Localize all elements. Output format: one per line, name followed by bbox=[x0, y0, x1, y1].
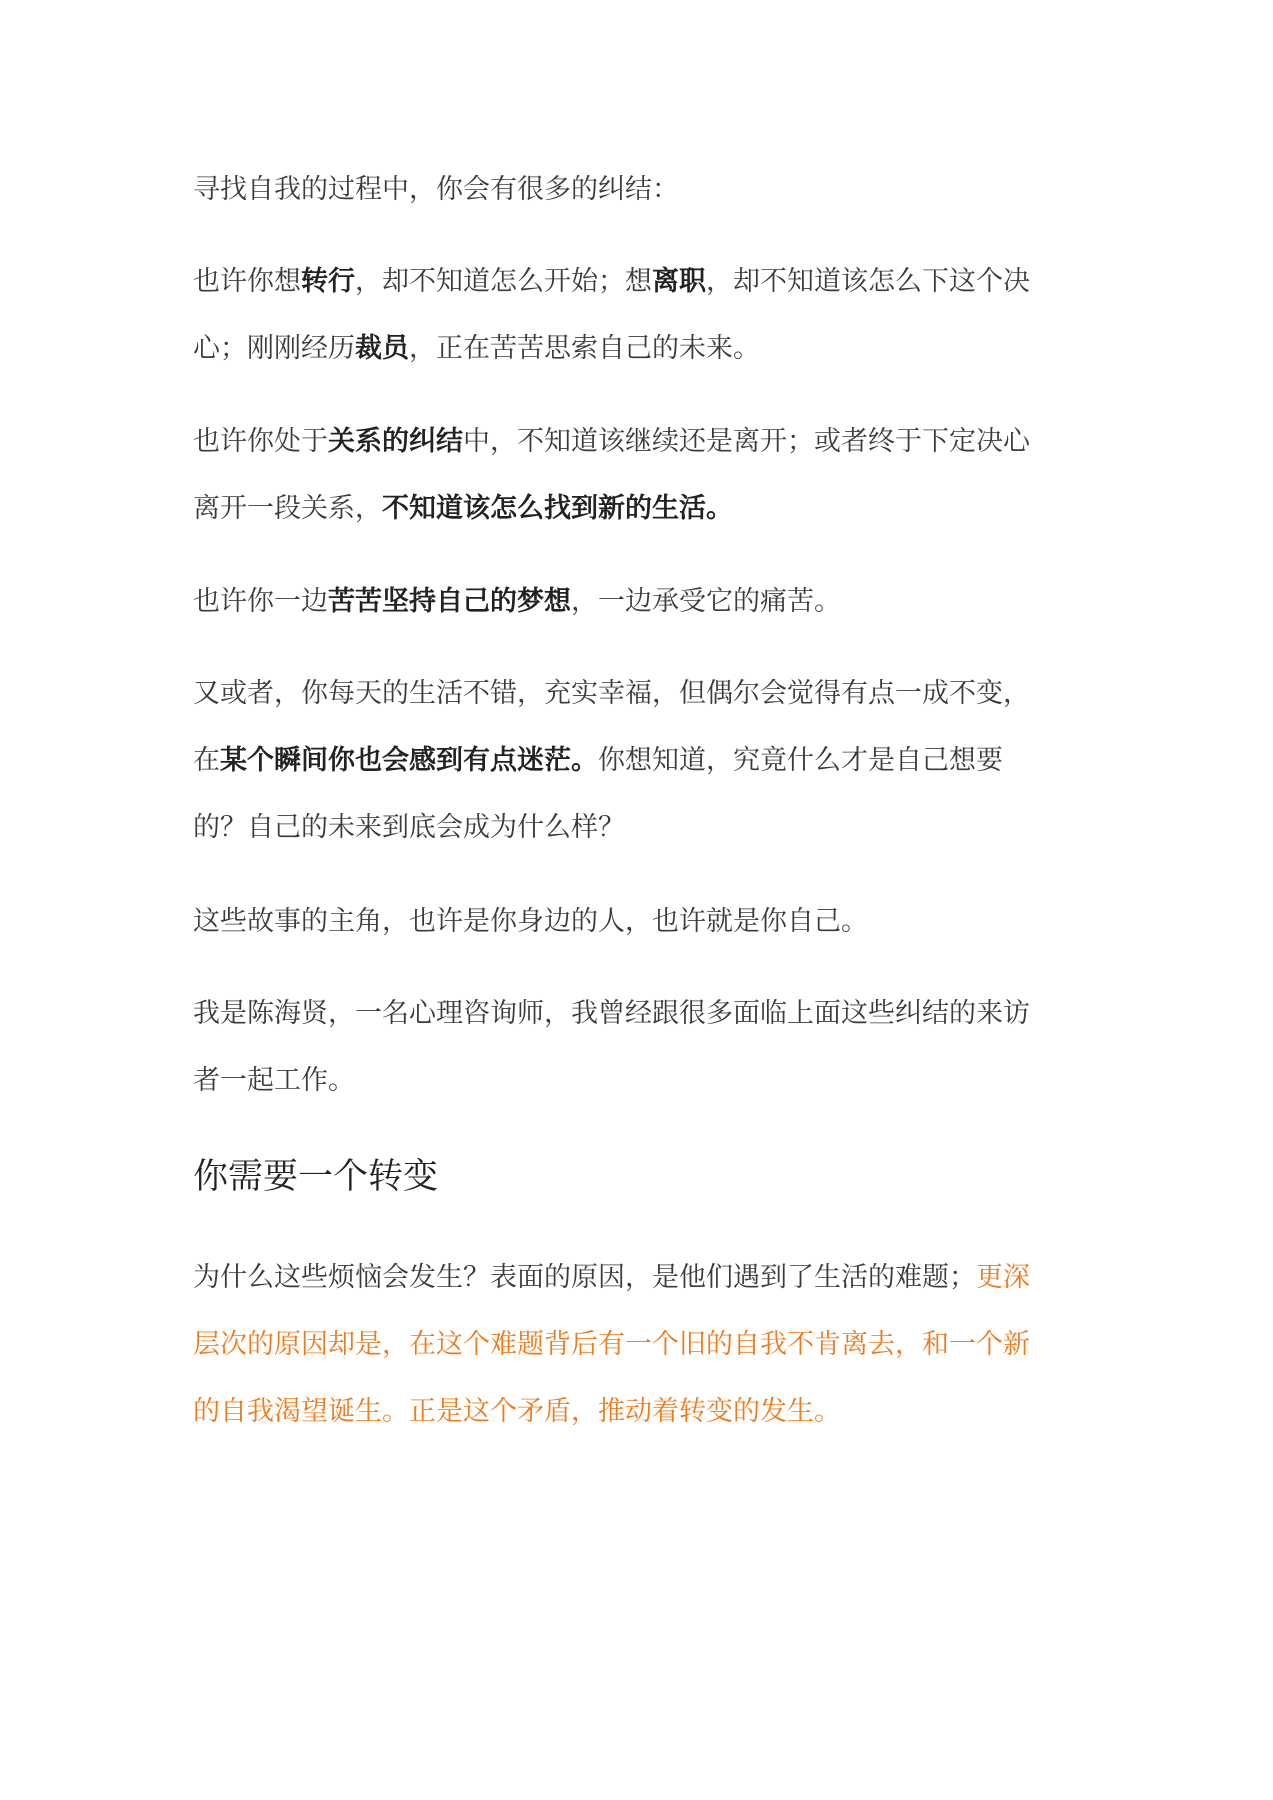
paragraph-dream bbox=[193, 568, 1063, 635]
paragraph-confusion-line-2 bbox=[193, 727, 1063, 794]
text-span: 也许你处于 bbox=[193, 426, 328, 457]
paragraph-confusion-line-1: 又或者，你每天的生活不错，充实幸福，但偶尔会觉得有点一成不变， bbox=[193, 678, 1030, 709]
text-span: ，一边承受它的痛苦。 bbox=[571, 586, 841, 617]
paragraph-relationship bbox=[193, 408, 1063, 542]
text-span: ，却不知道该怎么下这个决 bbox=[706, 266, 1030, 297]
highlight-orange: 更深 bbox=[976, 1262, 1030, 1293]
paragraph-career-line-1 bbox=[193, 248, 1063, 315]
paragraph-intro-text: 寻找自我的过程中，你会有很多的纠结： bbox=[193, 174, 679, 205]
emphasis-resign: 离职 bbox=[652, 266, 706, 297]
text-span: 也许你一边 bbox=[193, 586, 328, 617]
emphasis-confused-moment: 某个瞬间你也会感到有点迷茫。 bbox=[220, 745, 598, 776]
paragraph-author-line-1: 我是陈海贤，一名心理咨询师，我曾经跟很多面临上面这些纠结的来访 bbox=[193, 998, 1030, 1029]
paragraph-protagonist-text: 这些故事的主角，也许是你身边的人，也许就是你自己。 bbox=[193, 906, 868, 937]
text-span: 心；刚刚经历 bbox=[193, 333, 355, 364]
paragraph-reason-line-3: 的自我渴望诞生。正是这个矛盾，推动着转变的发生。 bbox=[193, 1396, 841, 1427]
text-span: 为什么这些烦恼会发生？表面的原因，是他们遇到了生活的难题； bbox=[193, 1262, 976, 1293]
paragraph-relationship-line-1 bbox=[193, 408, 1063, 475]
paragraph-reason-line-1 bbox=[193, 1244, 1063, 1311]
text-span: 离开一段关系， bbox=[193, 493, 382, 524]
paragraph-relationship-line-2 bbox=[193, 475, 1063, 542]
emphasis-relationship-struggle: 关系的纠结 bbox=[328, 426, 463, 457]
text-span: 也许你想 bbox=[193, 266, 301, 297]
paragraph-author-line-2: 者一起工作。 bbox=[193, 1065, 355, 1096]
paragraph-confusion bbox=[193, 660, 1063, 861]
text-span: 在 bbox=[193, 745, 220, 776]
text-span: 中，不知道该继续还是离开；或者终于下定决心 bbox=[463, 426, 1030, 457]
text-span: 你想知道，究竟什么才是自己想要 bbox=[598, 745, 1003, 776]
paragraph-reason bbox=[193, 1244, 1063, 1445]
paragraph-confusion-line-3: 的？自己的未来到底会成为什么样？ bbox=[193, 812, 625, 843]
emphasis-dream: 苦苦坚持自己的梦想 bbox=[328, 586, 571, 617]
paragraph-career bbox=[193, 248, 1063, 382]
paragraph-protagonist bbox=[193, 888, 1063, 955]
paragraph-author-intro bbox=[193, 980, 1063, 1114]
text-span: ，正在苦苦思索自己的未来。 bbox=[409, 333, 760, 364]
emphasis-career-change: 转行 bbox=[301, 266, 355, 297]
paragraph-reason-line-2: 层次的原因却是，在这个难题背后有一个旧的自我不肯离去，和一个新 bbox=[193, 1329, 1030, 1360]
text-span: ，却不知道怎么开始；想 bbox=[355, 266, 652, 297]
paragraph-intro bbox=[193, 156, 1063, 223]
section-heading: 你需要一个转变 bbox=[193, 1157, 439, 1197]
emphasis-new-life: 不知道该怎么找到新的生活。 bbox=[382, 493, 733, 524]
paragraph-dream-line-1 bbox=[193, 568, 1063, 635]
paragraph-career-line-2 bbox=[193, 315, 1063, 382]
emphasis-layoff: 裁员 bbox=[355, 333, 409, 364]
